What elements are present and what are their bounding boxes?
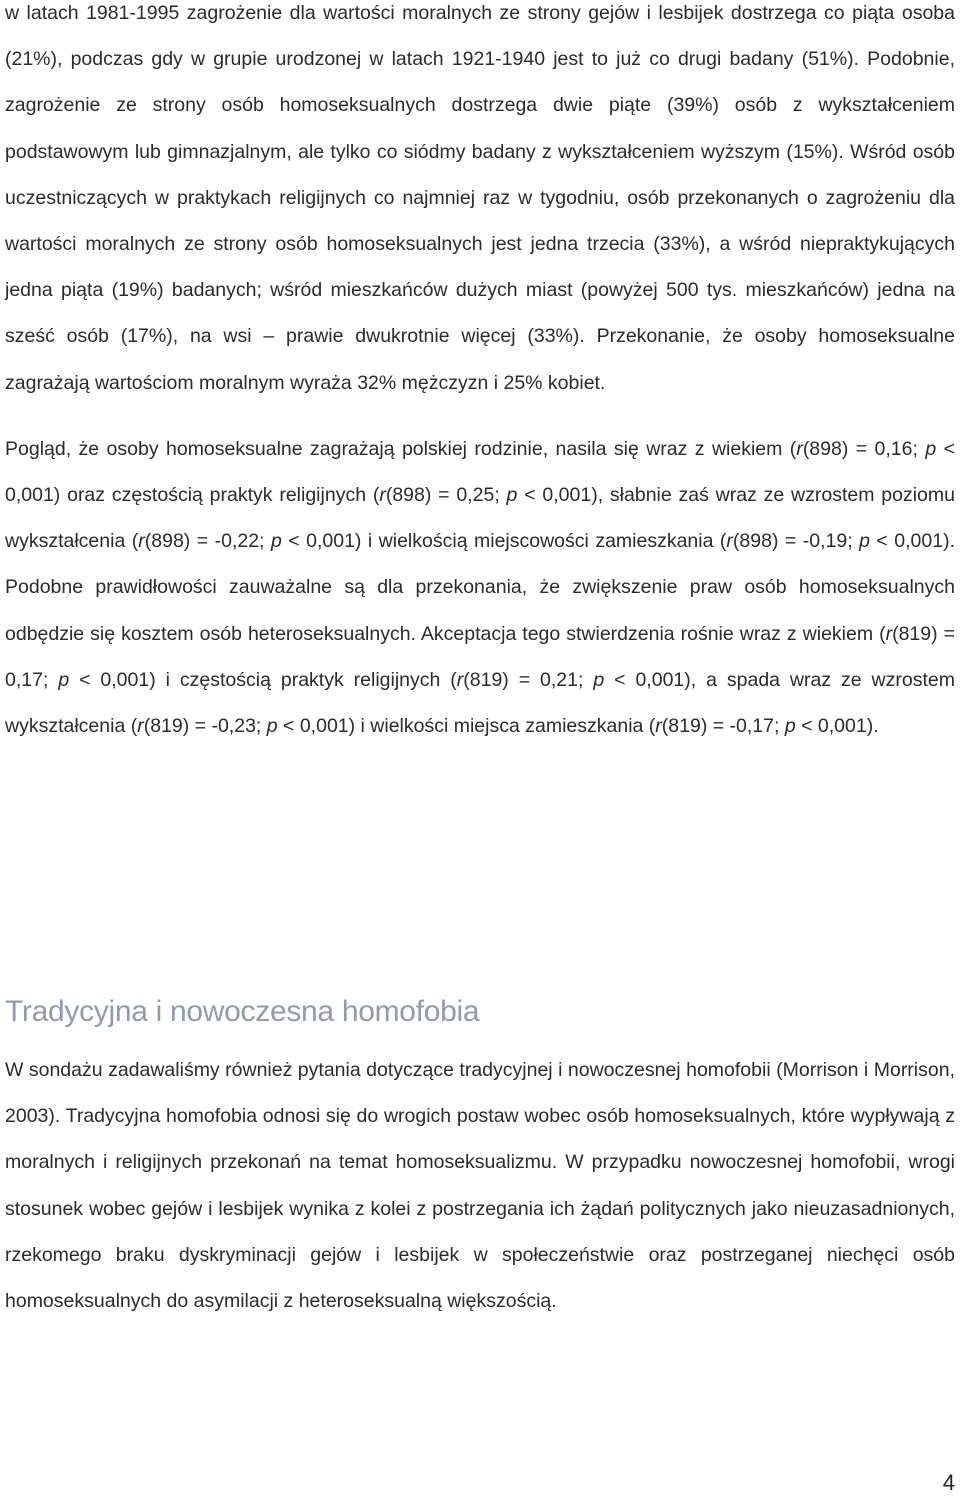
stat-r: r bbox=[138, 530, 145, 553]
document-page bbox=[5, 0, 956, 1313]
text-segment: Pogląd, że osoby homoseksualne zagrażają polskiej rodzinie, nasila się wraz z wiekiem ( bbox=[5, 437, 797, 460]
text-segment: (898) = -0,22; bbox=[144, 530, 271, 553]
paragraph-2 bbox=[5, 426, 955, 749]
text-segment: (898) = -0,19; bbox=[732, 530, 860, 553]
text-segment: < 0,001). Podobne prawidłowości zauważalne są dla przekonania, że zwiększenie praw osób homoseksualnych odbędzie się kosztem osób heteroseksualnych. Akceptacja tego stwierdzenia rośnie wraz z wiekiem ( bbox=[5, 530, 955, 645]
text-segment: (898) = 0,16; bbox=[802, 437, 926, 460]
paragraph-1 bbox=[5, 0, 955, 406]
stat-p: p bbox=[593, 668, 605, 691]
stat-r: r bbox=[379, 484, 386, 507]
stat-p: p bbox=[270, 530, 282, 553]
text-segment: (819) = -0,17; bbox=[661, 715, 785, 738]
page-number: 4 bbox=[942, 1470, 955, 1495]
stat-p: p bbox=[506, 484, 518, 507]
text-segment: < 0,001) i częstością praktyk religijnych ( bbox=[69, 668, 457, 691]
paragraph-3: W sondażu zadawaliśmy również pytania dotyczące tradycyjnej i nowoczesnej homofobii (Morrison i Morrison, 2003). Tradycyjna homofobia odnosi się do wrogich postaw wobec osób homoseksualnych, które wypływają z moralnych i religijnych przekonań na temat homoseksualizmu. W przypadku nowoczesnej homofobii, wrogi stosunek wobec gejów i lesbijek wynika z kolei z postrzegania ich żądań politycznych jako nieuzasadnionych, rzekomego braku dyskryminacji gejów i lesbijek w społeczeństwie oraz postrzeganej niechęci osób homoseksualnych do asymilacji z heteroseksualną większością. bbox=[5, 1059, 955, 1313]
stat-p: p bbox=[58, 668, 70, 691]
stat-p: p bbox=[266, 715, 278, 738]
stat-p: p bbox=[925, 437, 937, 460]
stat-p: p bbox=[859, 530, 870, 553]
text-segment: < 0,001). bbox=[795, 715, 879, 738]
text-segment: < 0,001), a spada wraz ze wzrostem wykształcenia ( bbox=[5, 668, 955, 738]
stat-r: r bbox=[655, 715, 662, 738]
text-segment: < 0,001) oraz częstością praktyk religijnych ( bbox=[5, 437, 956, 507]
text-segment: (819) = 0,17; bbox=[5, 622, 955, 691]
text-segment: (819) = 0,21; bbox=[463, 668, 594, 691]
stat-r: r bbox=[137, 715, 144, 738]
text-segment: < 0,001) i wielkości miejsca zamieszkania ( bbox=[277, 715, 656, 738]
stat-r: r bbox=[796, 437, 803, 460]
stat-r: r bbox=[456, 668, 464, 691]
paragraph-1-text: w latach 1981-1995 zagrożenie dla wartości moralnych ze strony gejów i lesbijek dostrzega co piąta osoba (21%), podczas gdy w grupie urodzonej w latach 1921-1940 jest to już co drugi badany (51%). Podobnie, zagrożenie ze strony osób homoseksualnych dostrzega dwie piąte (39%) osób z wykształceniem podstawowym lub gimnazjalnym, ale tylko co siódmy badany z wykształceniem wyższym (15%). Wśród osób uczestniczących w praktykach religijnych co najmniej raz w tygodniu, osób przekonanych o zagrożeniu dla wartości moralnych ze strony osób homoseksualnych jest jedna trzecia (33%), a wśród niepraktykujących jedna piąta (19%) badanych; wśród mieszkańców dużych miast (powyżej 500 tys. mieszkańców) jedna na sześć osób (17%), na wsi – prawie dwukrotnie więcej (33%). Przekonanie, że osoby homoseksualne zagrażają wartościom moralnym wyraża 32% mężczyzn i 25% kobiet. bbox=[5, 2, 955, 394]
text-segment: < 0,001) i wielkością miejscowości zamieszkania ( bbox=[281, 530, 727, 553]
text-segment: (819) = -0,23; bbox=[143, 715, 267, 738]
stat-r: r bbox=[726, 530, 733, 553]
text-segment: < 0,001), słabnie zaś wraz ze wzrostem poziomu wykształcenia ( bbox=[5, 484, 955, 553]
text-segment: (898) = 0,25; bbox=[385, 484, 507, 507]
section-heading: Tradycyjna i nowoczesna homofobia bbox=[5, 995, 480, 1028]
stat-r: r bbox=[885, 622, 893, 645]
stat-p: p bbox=[784, 715, 796, 738]
